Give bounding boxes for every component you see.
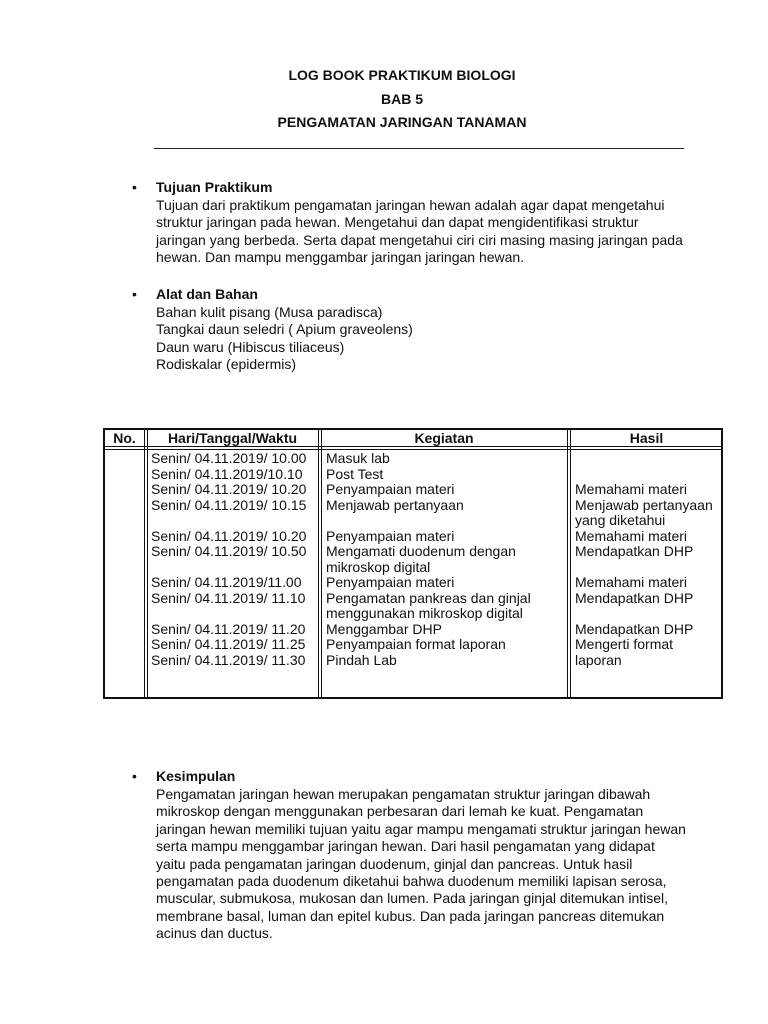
table-cell [151, 560, 306, 576]
list-item: Bahan kulit pisang (Musa paradisca) [156, 304, 383, 320]
table-cell: Senin/ 04.11.2019/ 10.15 [151, 496, 307, 513]
bullet-kesimpulan: • [132, 768, 137, 784]
table-cell: Memahami materi [575, 574, 688, 590]
paragraph-line: jaringan hewan memiliki tujuan yaitu agar mampu mengamati struktur jaringan hewan [156, 820, 686, 837]
table-cell: Senin/ 04.11.2019/11.00 [151, 574, 302, 590]
kegiatan-column [326, 451, 531, 668]
header-hasil: Hasil [629, 430, 664, 446]
table-cell: Senin/ 04.11.2019/ 10.20 [151, 527, 307, 544]
table-cell: Pindah Lab [326, 651, 397, 668]
column-divider [567, 430, 568, 697]
table-cell: Senin/ 04.11.2019/ 10.20 [151, 481, 307, 497]
table-cell: Penyampaian format laporan [326, 636, 506, 652]
paragraph-line: muscular, submukosa, mukosan dan lumen. Pada jaringan ginjal ditemukan intisel, [156, 890, 669, 907]
table-cell: laporan [575, 651, 622, 668]
table-cell: Senin/ 04.11.2019/10.10 [151, 465, 303, 482]
paragraph-line: Pengamatan jaringan hewan merupakan pengamatan struktur jaringan dibawah [156, 786, 651, 802]
table-cell: mikroskop digital [326, 558, 431, 575]
bullet-tujuan: • [132, 179, 137, 195]
chapter-label: BAB 5 [380, 91, 423, 107]
table-cell: Senin/ 04.11.2019/ 11.25 [151, 636, 306, 652]
title-divider [154, 148, 684, 149]
paragraph-line: jaringan yang berbeda. Serta dapat mengetahui ciri ciri masing masing jaringan pada [156, 231, 683, 248]
chapter-title: PENGAMATAN JARINGAN TANAMAN [277, 114, 527, 130]
table-cell: Mengamati duodenum dengan [326, 543, 516, 559]
paragraph-line: pengamatan pada duodenum diketahui bahwa duodenum memiliki lapisan serosa, [156, 873, 667, 890]
column-divider [321, 430, 322, 697]
paragraph-line: mikroskop dengan menggunakan perbesaran dari lemah ke kuat. Pengamatan [156, 803, 644, 820]
paragraph-line: Tujuan dari praktikum pengamatan jaringan hewan adalah agar dapat mengetahui [156, 197, 665, 213]
table-cell: Senin/ 04.11.2019/ 11.20 [151, 620, 306, 637]
section-heading-kesimpulan: Kesimpulan [156, 768, 236, 784]
tujuan-paragraph [156, 197, 683, 267]
column-divider [144, 430, 145, 697]
document-title: LOG BOOK PRAKTIKUM BIOLOGI [288, 67, 516, 83]
table-cell [575, 606, 713, 622]
table-cell [575, 451, 713, 467]
table-cell: Mendapatkan DHP [575, 589, 694, 606]
table-cell: Post Test [326, 465, 384, 482]
table-cell: Penyampaian materi [326, 574, 455, 590]
table-cell: yang diketahui [575, 512, 666, 528]
section-heading-alat: Alat dan Bahan [156, 286, 258, 302]
hasil-column [575, 451, 713, 668]
table-cell: Menjawab pertanyaan [326, 496, 464, 513]
table-cell: Menjawab pertanyaan [575, 496, 713, 513]
table-cell: Masuk lab [326, 450, 390, 466]
alat-list [156, 304, 413, 374]
table-cell: Senin/ 04.11.2019/ 10.00 [151, 450, 307, 466]
table-cell: Mendapatkan DHP [575, 543, 694, 559]
header-waktu: Hari/Tanggal/Waktu [167, 430, 298, 446]
paragraph-line: serta mampu menggambar jaringan hewan. Dari hasil pengamatan yang didapat [156, 838, 655, 855]
paragraph-line: hewan. Dan mampu menggambar jaringan jaringan hewan. [156, 249, 525, 266]
column-divider [318, 430, 319, 697]
list-item: Rodiskalar (epidermis) [156, 356, 297, 373]
table-cell: Senin/ 04.11.2019/ 11.10 [151, 589, 306, 606]
table-cell [326, 513, 531, 529]
list-item: Tangkai daun seledri ( Apium graveolens) [156, 321, 413, 338]
table-cell [151, 513, 306, 529]
paragraph-line: acinus dan ductus. [156, 925, 273, 942]
paragraph-line: yaitu pada pengamatan jaringan duodenum, ginjal dan pancreas. Untuk hasil [156, 855, 633, 872]
table-cell [575, 467, 713, 483]
list-item: Daun waru (Hibiscus tiliaceus) [156, 338, 345, 355]
waktu-column [151, 451, 306, 668]
table-cell: Mengerti format [575, 636, 674, 652]
table-cell: Memahami materi [575, 527, 688, 544]
table-cell: Pengamatan pankreas dan ginjal [326, 589, 531, 606]
column-divider [570, 430, 571, 697]
column-divider [147, 430, 148, 697]
paragraph-line: membrane basal, luman dan epitel kubus. Dan pada jaringan pancreas ditemukan [156, 907, 665, 924]
table-cell: Senin/ 04.11.2019/ 11.30 [151, 651, 306, 668]
table-cell [575, 560, 713, 576]
section-heading-tujuan: Tujuan Praktikum [156, 179, 273, 195]
paragraph-line: struktur jaringan pada hewan. Mengetahui dan dapat mengidentifikasi struktur [156, 214, 639, 231]
table-cell: Mendapatkan DHP [575, 620, 694, 637]
header-no: No. [113, 430, 136, 446]
kesimpulan-paragraph [156, 786, 686, 943]
table-cell: Menggambar DHP [326, 620, 442, 637]
header-kegiatan: Kegiatan [414, 430, 474, 446]
activity-table [103, 428, 723, 699]
table-cell: menggunakan mikroskop digital [326, 605, 523, 621]
table-cell: Penyampaian materi [326, 481, 455, 497]
table-cell [151, 606, 306, 622]
bullet-alat: • [132, 286, 137, 302]
table-cell: Penyampaian materi [326, 527, 455, 544]
table-cell: Memahami materi [575, 481, 688, 497]
table-cell: Senin/ 04.11.2019/ 10.50 [151, 543, 307, 559]
